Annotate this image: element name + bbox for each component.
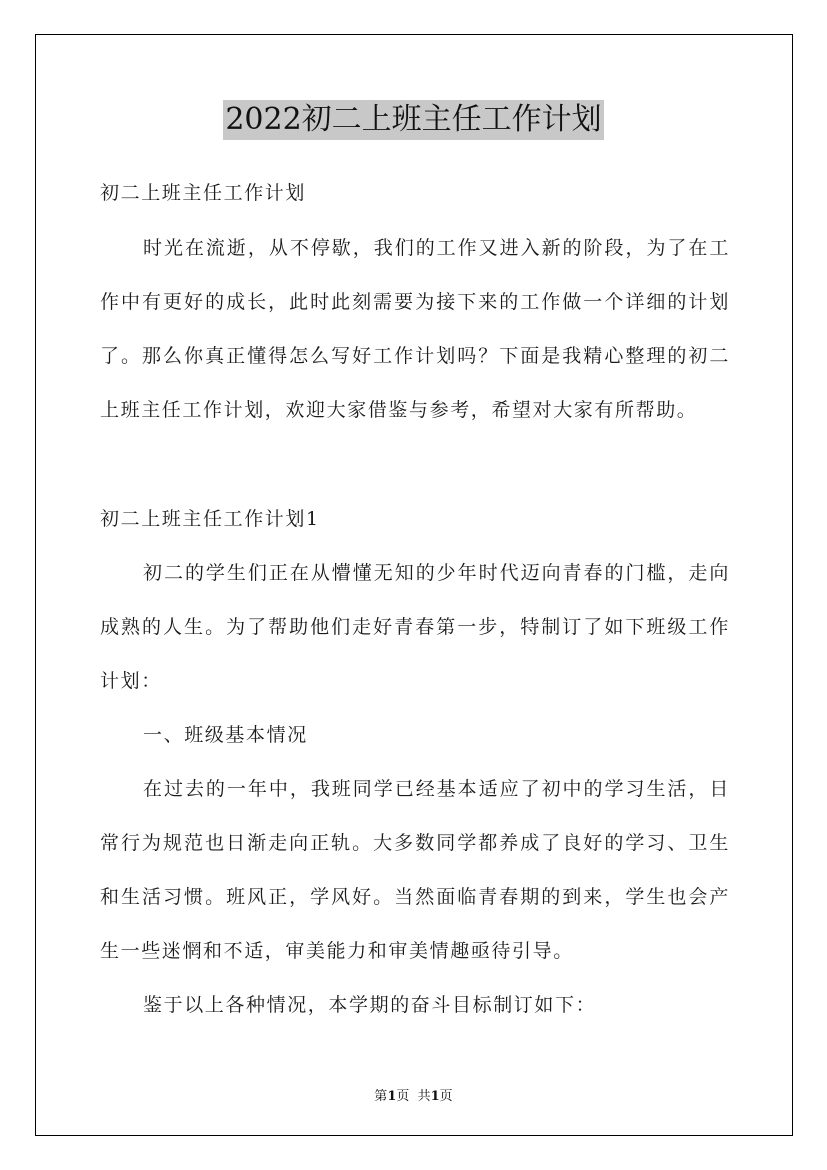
footer-suffix: 页 [439, 1089, 453, 1104]
title-container [0, 100, 827, 140]
footer-mid: 页 共 [396, 1089, 431, 1104]
intro-line: 时光在流逝，从不停歇，我们的工作又进入新的阶段，为了在工 [143, 237, 730, 259]
footer-prefix: 第 [374, 1089, 388, 1104]
section-intro-line: 成熟的人生。为了帮助他们走好青春第一步，特制订了如下班级工作 [100, 616, 730, 638]
section-heading: 初二上班主任工作计划1 [100, 508, 320, 530]
intro-line: 上班主任工作计划，欢迎大家借鉴与参考，希望对大家有所帮助。 [100, 399, 698, 421]
situation-line: 生一些迷惘和不适，审美能力和审美情趣亟待引导。 [100, 940, 574, 962]
section-intro-line: 计划： [100, 670, 162, 692]
situation-line: 常行为规范也日渐走向正轨。大多数同学都养成了良好的学习、卫生 [100, 832, 730, 854]
document-title: 2022初二上班主任工作计划 [223, 100, 603, 140]
total-pages: 1 [430, 1089, 440, 1104]
page-footer [0, 1085, 827, 1104]
situation-line: 在过去的一年中，我班同学已经基本适应了初中的学习生活，日 [143, 778, 730, 800]
goals-line: 鉴于以上各种情况，本学期的奋斗目标制订如下： [143, 994, 597, 1016]
main-heading: 初二上班主任工作计划 [100, 182, 307, 204]
intro-line: 作中有更好的成长，此时此刻需要为接下来的工作做一个详细的计划 [100, 291, 730, 313]
page-number: 1 [387, 1089, 397, 1104]
subheading-basic-situation: 一、班级基本情况 [143, 724, 308, 746]
intro-line: 了。那么你真正懂得怎么写好工作计划吗？下面是我精心整理的初二 [100, 345, 730, 367]
situation-line: 和生活习惯。班风正，学风好。当然面临青春期的到来，学生也会产 [100, 886, 730, 908]
section-intro-line: 初二的学生们正在从懵懂无知的少年时代迈向青春的门槛，走向 [143, 562, 730, 584]
